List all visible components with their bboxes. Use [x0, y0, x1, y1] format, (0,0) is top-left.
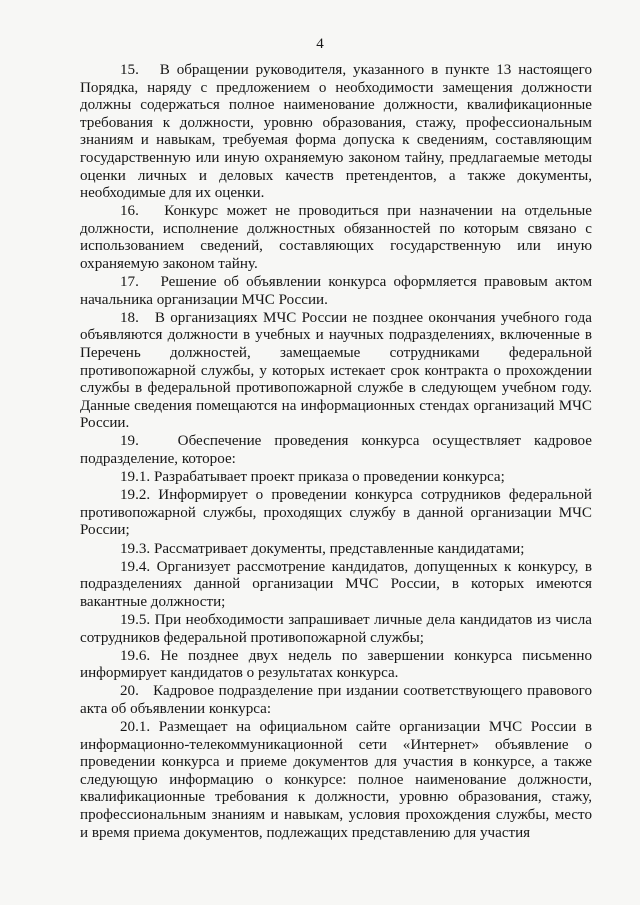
page-number: 4 — [316, 36, 324, 52]
paragraph-19-2: 19.2. Информирует о проведении конкурса сотрудников федеральной противопожарной службы, проходящих службу в данной организации МЧС России; — [80, 487, 592, 539]
paragraph-18: 18. В организациях МЧС России не позднее окончания учебного года объявляются должности в учебных и научных подразделениях, включенные в Перечень должностей, замещаемые сотрудниками федеральной противопожарной службы, у которых истекает срок контракта о прохождении службы в федеральной противопожарной службе в следующем учебном году. Данные сведения помещаются на информационных стендах организаций МЧС России. — [80, 309, 592, 432]
paragraph-19-3: 19.3. Рассматривает документы, представленные кандидатами; — [120, 540, 525, 557]
paragraph-20-1: 20.1. Размещает на официальном сайте организации МЧС России в информационно-телекоммуникационной сети «Интернет» объявление о проведении конкурса и приеме документов для участия в конкурсе, а также следующую информацию о конкурсе: полное наименование должности, квалификационные требования к должности, уровню образования, стажу, профессиональным знаниям и навыкам, условия прохождения службы, место и время приема документов, подлежащих представлению для участия — [80, 718, 592, 841]
paragraph-19-1: 19.1. Разрабатывает проект приказа о проведении конкурса; — [120, 469, 505, 486]
paragraph-17: 17. Решение об объявлении конкурса оформляется правовым актом начальника организации МЧС России. — [80, 274, 592, 308]
paragraph-19-4: 19.4. Организует рассмотрение кандидатов, допущенных к конкурсу, в подразделениях данной организации МЧС России, в которых имеются вакантные должности; — [80, 558, 592, 610]
paragraph-20: 20. Кадровое подразделение при издании соответствующего правового акта об объявлении конкурса: — [80, 683, 592, 717]
paragraph-15: 15. В обращении руководителя, указанного в пункте 13 настоящего Порядка, наряду с предложением о необходимости замещения должности должны содержаться полное наименование должности, квалификационные требования к должности, уровню образования, стажу, профессиональным знаниям и навыкам, требуемая форма допуска к сведениям, составляющим государственную или иную охраняемую законом тайну, предлагаемые методы оценки личных и деловых качеств претендентов, а также документы, необходимые для их оценки. — [80, 62, 592, 202]
paragraph-19-5: 19.5. При необходимости запрашивает личные дела кандидатов из числа сотрудников федеральной противопожарной службы; — [80, 611, 592, 646]
paragraph-16: 16. Конкурс может не проводиться при назначении на отдельные должности, исполнение должностных обязанностей по которым связано с использованием сведений, составляющих государственную или иную охраняемую законом тайну. — [80, 203, 592, 273]
paragraph-19-6: 19.6. Не позднее двух недель по завершении конкурса письменно информирует кандидатов о результатах конкурса. — [80, 647, 592, 682]
document-body — [80, 62, 592, 843]
paragraph-19: 19. Обеспечение проведения конкурса осуществляет кадровое подразделение, которое: — [80, 433, 592, 468]
